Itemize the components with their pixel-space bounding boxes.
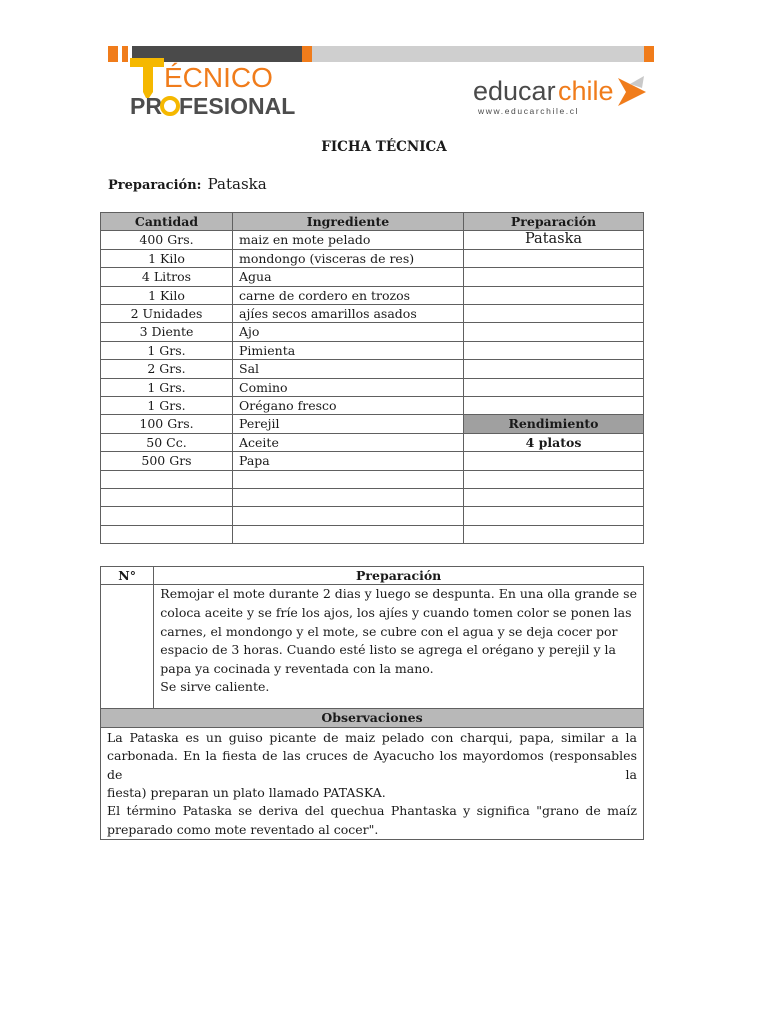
step-line: papa ya cocinada y reventada con la mano. [160,660,434,676]
cell-empty [233,525,464,543]
step-line: Se sirve caliente. [160,679,270,695]
cell-empty [464,323,644,341]
cell-ingrediente: Agua [233,268,464,286]
table-row [101,452,644,470]
cell-empty [464,507,644,525]
cell-empty [464,360,644,378]
observation-line: preparado como mote reventado al cocer". [107,821,379,837]
cell-ingrediente: Ajo [233,323,464,341]
table-row [101,378,644,396]
preparation-label: Preparación: [108,178,202,193]
cell-ingrediente: Perejil [233,415,464,433]
cell-ingrediente: Orégano fresco [233,397,464,415]
cell-cantidad: 2 Grs. [101,360,233,378]
cell-empty [464,341,644,359]
cell-prep-name: Pataska [464,231,644,249]
cell-cantidad: 400 Grs. [101,231,233,249]
cell-empty [101,489,233,507]
observations-header: Observaciones [101,709,644,727]
table-row-empty [101,489,644,507]
table-row [101,286,644,304]
ingredients-header-row [101,213,644,231]
cell-empty [101,507,233,525]
observations-row [101,727,644,839]
cell-cantidad: 1 Kilo [101,249,233,267]
preparation-header-row [101,567,644,585]
cell-cantidad: 1 Grs. [101,397,233,415]
step-line: coloca aceite y se fríe los ajos, los ajíes y cuando tomen color se ponen las [160,605,632,620]
cell-empty [464,286,644,304]
cell-empty [464,268,644,286]
svg-text:chile: chile [558,76,614,106]
table-row-empty [101,525,644,543]
cell-empty [464,378,644,396]
table-row [101,249,644,267]
table-row [101,323,644,341]
cell-cantidad: 1 Grs. [101,378,233,396]
svg-text:www.educarchile.cl: www.educarchile.cl [478,106,580,116]
table-row [101,360,644,378]
preparation-value: Pataska [207,175,267,193]
cell-cantidad: 100 Grs. [101,415,233,433]
steps-row [101,585,644,709]
table-row [101,415,644,433]
cell-empty [464,470,644,488]
cell-ingrediente: Sal [233,360,464,378]
preparation-steps [154,585,644,709]
svg-text:PR: PR [130,93,162,119]
cell-cantidad: 1 Grs. [101,341,233,359]
step-line: Remojar el mote durante 2 dias y luego se despunta. En una olla grande se [160,586,637,602]
table-row [101,268,644,286]
table-row-empty [101,507,644,525]
cell-cantidad: 2 Unidades [101,305,233,323]
tecnico-profesional-logo [108,54,296,124]
cell-cantidad: 500 Grs [101,452,233,470]
table-row [101,433,644,451]
cell-step-number [101,585,154,709]
cell-empty [464,249,644,267]
preparation-line [108,175,267,193]
table-row [101,231,644,249]
cell-cantidad: 3 Diente [101,323,233,341]
cell-ingrediente: Papa [233,452,464,470]
step-line: carnes, el mondongo y el mote, se cubre con el agua y se deja cocer por [160,623,618,639]
svg-text:ÉCNICO: ÉCNICO [164,62,273,93]
cell-cantidad: 1 Kilo [101,286,233,304]
header-ingrediente: Ingrediente [233,213,464,231]
cell-empty [233,507,464,525]
cell-cantidad: 50 Cc. [101,433,233,451]
rendimiento-label: Rendimiento [464,415,644,433]
educarchile-logo [470,70,650,122]
header-cantidad: Cantidad [101,213,233,231]
observations-text [101,727,644,839]
step-line: espacio de 3 horas. Cuando esté listo se agrega el orégano y perejil y la [160,642,616,658]
cell-ingrediente: carne de cordero en trozos [233,286,464,304]
cell-ingrediente: maiz en mote pelado [233,231,464,249]
header-preparacion-steps: Preparación [154,567,644,585]
table-row [101,341,644,359]
cell-empty [233,489,464,507]
cell-empty [101,470,233,488]
observation-line: carbonada. En la fiesta de las cruces de Ayacucho los mayordomos (responsables de la [107,748,637,782]
table-row [101,397,644,415]
cell-ingrediente: Pimienta [233,341,464,359]
observation-line: La Pataska es un guiso picante de maiz pelado con charqui, papa, similar a la [107,729,637,745]
cell-empty [464,489,644,507]
preparation-table [100,566,644,840]
cell-empty [464,525,644,543]
cell-ingrediente: Comino [233,378,464,396]
cell-ingrediente: ajíes secos amarillos asados [233,305,464,323]
header-numero: N° [101,567,154,585]
cell-empty [464,452,644,470]
observation-line: El término Pataska se deriva del quechua Phantaska y significa "grano de maíz [107,803,637,819]
cell-empty [464,305,644,323]
table-row-empty [101,470,644,488]
observations-header-row [101,709,644,727]
header-preparacion: Preparación [464,213,644,231]
observation-line: fiesta) preparan un plato llamado PATASKA. [107,785,386,801]
cell-cantidad: 4 Litros [101,268,233,286]
ingredients-table [100,212,644,544]
cell-empty [101,525,233,543]
cell-ingrediente: Aceite [233,433,464,451]
cell-empty [464,397,644,415]
svg-text:educar: educar [473,76,556,106]
cell-ingrediente: mondongo (visceras de res) [233,249,464,267]
svg-text:FESIONAL: FESIONAL [179,93,296,119]
cell-empty [233,470,464,488]
document-title: FICHA TÉCNICA [321,139,447,155]
table-row [101,305,644,323]
rendimiento-value: 4 platos [464,433,644,451]
